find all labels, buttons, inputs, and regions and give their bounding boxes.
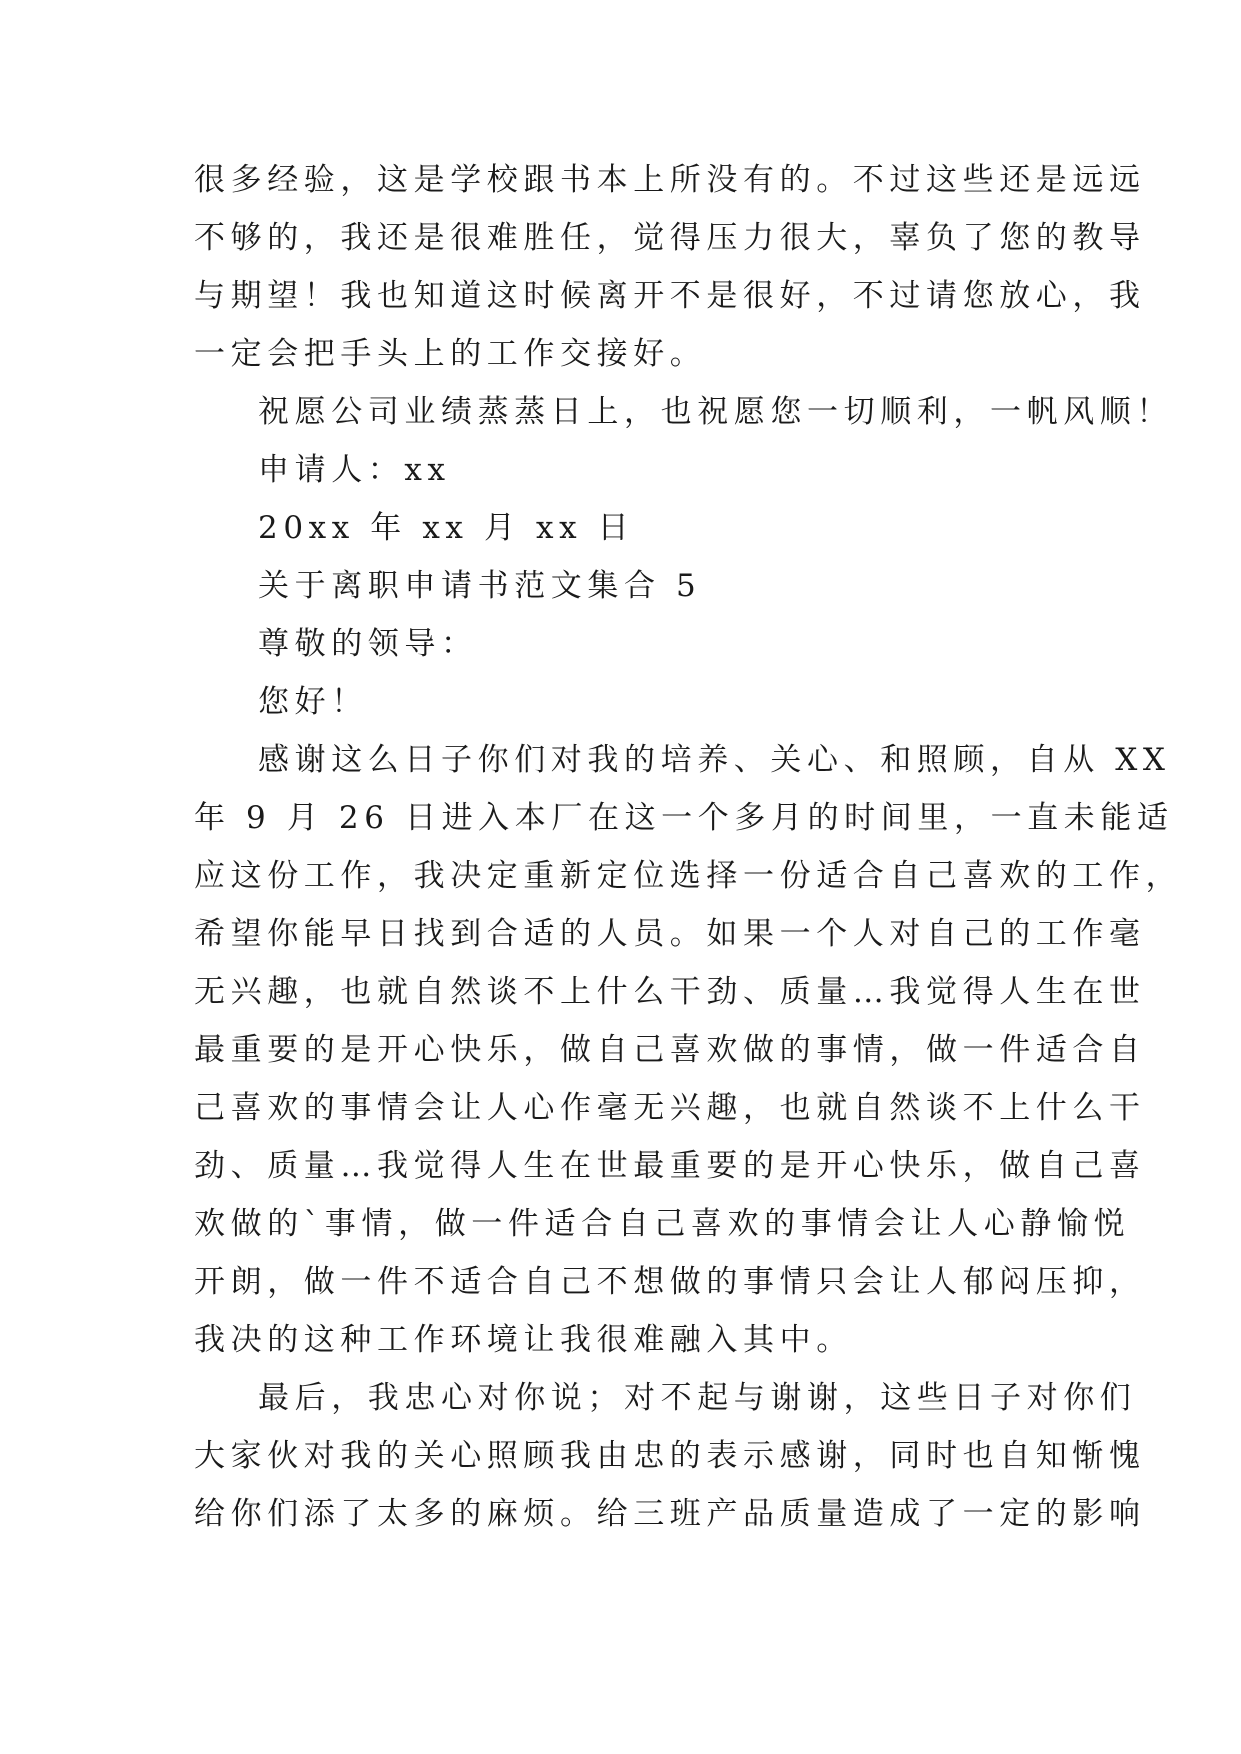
body-text-line: 很多经验，这是学校跟书本上所没有的。不过这些还是远远 — [194, 162, 1146, 198]
body-text-line: 最重要的是开心快乐，做自己喜欢做的事情，做一件适合自 — [194, 1032, 1146, 1068]
body-text-line: 感谢这么日子你们对我的培养、关心、和照顾，自从 XX — [258, 742, 1171, 778]
applicant-line: 申请人：xx — [258, 452, 451, 488]
body-text-line: 己喜欢的事情会让人心作毫无兴趣，也就自然谈不上什么干 — [194, 1090, 1146, 1126]
body-text-line: 不够的，我还是很难胜任，觉得压力很大，辜负了您的教导 — [194, 220, 1146, 256]
body-text-line: 应这份工作，我决定重新定位选择一份适合自己喜欢的工作， — [194, 858, 1183, 894]
body-text-line: 欢做的`事情，做一件适合自己喜欢的事情会让人心静愉悦 — [194, 1206, 1131, 1242]
section-title: 关于离职申请书范文集合 5 — [258, 568, 702, 604]
salutation: 尊敬的领导： — [258, 626, 478, 662]
date-line: 20xx 年 xx 月 xx 日 — [258, 510, 635, 546]
body-text-line: 希望你能早日找到合适的人员。如果一个人对自己的工作毫 — [194, 916, 1146, 952]
body-text-line: 开朗，做一件不适合自己不想做的事情只会让人郁闷压抑， — [194, 1264, 1146, 1300]
body-text-line: 给你们添了太多的麻烦。给三班产品质量造成了一定的影响 — [194, 1496, 1146, 1532]
body-text-line: 与期望！我也知道这时候离开不是很好，不过请您放心，我 — [194, 278, 1146, 314]
body-text-line: 我决的这种工作环境让我很难融入其中。 — [194, 1322, 853, 1358]
body-text-line: 最后，我忠心对你说；对不起与谢谢，这些日子对你们 — [258, 1380, 1137, 1416]
body-text-line: 大家伙对我的关心照顾我由忠的表示感谢，同时也自知惭愧 — [194, 1438, 1146, 1474]
body-text-line: 年 9 月 26 日进入本厂在这一个多月的时间里，一直未能适 — [194, 800, 1174, 836]
closing-wishes: 祝愿公司业绩蒸蒸日上，也祝愿您一切顺利，一帆风顺！ — [258, 394, 1173, 430]
body-text-line: 一定会把手头上的工作交接好。 — [194, 336, 707, 372]
greeting: 您好！ — [258, 684, 368, 720]
body-text-line: 无兴趣，也就自然谈不上什么干劲、质量…我觉得人生在世 — [194, 974, 1146, 1010]
body-text-line: 劲、质量…我觉得人生在世最重要的是开心快乐，做自己喜 — [194, 1148, 1146, 1184]
